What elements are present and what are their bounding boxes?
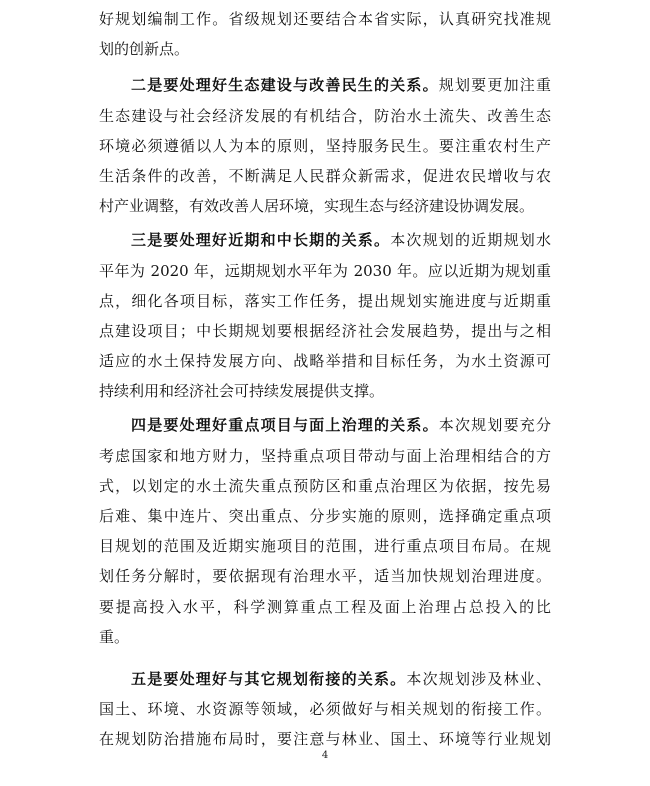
- line-text: 式，以划定的水土流失重点预防区和重点治理区为依据，按先易: [99, 476, 551, 495]
- line-text: 后难、集中连片、突出重点、分步实施的原则，选择确定重点项: [99, 507, 551, 525]
- line-text: 本次规划的近期规划水: [390, 231, 551, 250]
- paragraph: [99, 70, 551, 221]
- line-text: 本次规划涉及林业、: [406, 669, 551, 688]
- text-line: [99, 410, 551, 440]
- text-line: [99, 34, 551, 64]
- text-line: [99, 70, 551, 100]
- line-text: 环境必须遵循以人为本的原则，坚持服务民生。要注重农村生产: [99, 136, 551, 155]
- text-line: [99, 101, 551, 131]
- line-text: 在规划防治措施布局时，要注意与林业、国土、环境等行业规划: [99, 730, 551, 749]
- paragraph: [99, 4, 551, 64]
- line-text: 点建设项目；中长期规划要根据经济社会发展趋势，提出与之相: [99, 321, 551, 340]
- text-line: [99, 561, 551, 591]
- line-text: 本次规划要充分: [438, 416, 551, 435]
- line-text: 生活条件的改善，不断满足人民群众新需求，促进农民增收与农: [99, 166, 551, 185]
- line-text: 生态建设与社会经济发展的有机结合，防治水土流失、改善生态: [99, 106, 551, 125]
- text-line: [99, 346, 551, 376]
- line-text: 划的创新点。: [99, 40, 190, 59]
- text-line: [99, 501, 551, 531]
- text-line: [99, 592, 551, 622]
- line-text: 平年为 2020 年，远期规划水平年为 2030 年。应以近期为规划重: [99, 261, 551, 280]
- paragraph-heading: 二是要处理好生态建设与改善民生的关系。: [131, 76, 439, 95]
- text-line: [99, 376, 551, 406]
- text-line: [99, 286, 551, 316]
- text-line: [99, 694, 551, 724]
- line-text: 划任务分解时，要依据现有治理水平，适当加快规划治理进度。: [99, 567, 551, 586]
- paragraph: [99, 225, 551, 406]
- paragraph: [99, 664, 551, 755]
- paragraph-heading: 四是要处理好重点项目与面上治理的关系。: [131, 416, 439, 435]
- text-line: [99, 531, 551, 561]
- text-line: [99, 664, 551, 694]
- text-line: [99, 471, 551, 501]
- page-number: 4: [321, 750, 329, 761]
- text-line: [99, 191, 551, 221]
- line-text: 目规划的范围及近期实施项目的范围，进行重点项目布局。在规: [99, 537, 551, 556]
- text-line: [99, 131, 551, 161]
- text-line: [99, 316, 551, 346]
- paragraph-heading: 五是要处理好与其它规划衔接的关系。: [131, 669, 407, 688]
- line-text: 村产业调整，有效改善人居环境，实现生态与经济建设协调发展。: [99, 197, 535, 216]
- line-text: 重。: [99, 627, 130, 646]
- line-text: 持续利用和经济社会可持续发展提供支撑。: [99, 382, 385, 401]
- text-line: [99, 256, 551, 286]
- paragraph-heading: 三是要处理好近期和中长期的关系。: [131, 231, 391, 250]
- text-line: [99, 161, 551, 191]
- text-line: [99, 4, 551, 34]
- line-text: 要提高投入水平，科学测算重点工程及面上治理占总投入的比: [99, 597, 551, 616]
- line-text: 好规划编制工作。省级规划还要结合本省实际，认真研究找准规: [99, 10, 551, 28]
- text-line: [99, 225, 551, 255]
- line-text: 考虑国家和地方财力，坚持重点项目带动与面上治理相结合的方: [99, 446, 551, 465]
- line-text: 适应的水土保持发展方向、战略举措和目标任务，为水土资源可: [99, 352, 551, 371]
- text-line: [99, 441, 551, 471]
- line-text: 规划要更加注重: [438, 76, 551, 95]
- line-text: 国土、环境、水资源等领域，必须做好与相关规划的衔接工作。: [99, 700, 551, 719]
- document-body: [99, 4, 551, 755]
- paragraph: [99, 410, 551, 652]
- line-text: 点，细化各项目标，落实工作任务，提出规划实施进度与近期重: [99, 291, 551, 310]
- paragraph-gap: [99, 652, 551, 664]
- text-line: [99, 622, 551, 652]
